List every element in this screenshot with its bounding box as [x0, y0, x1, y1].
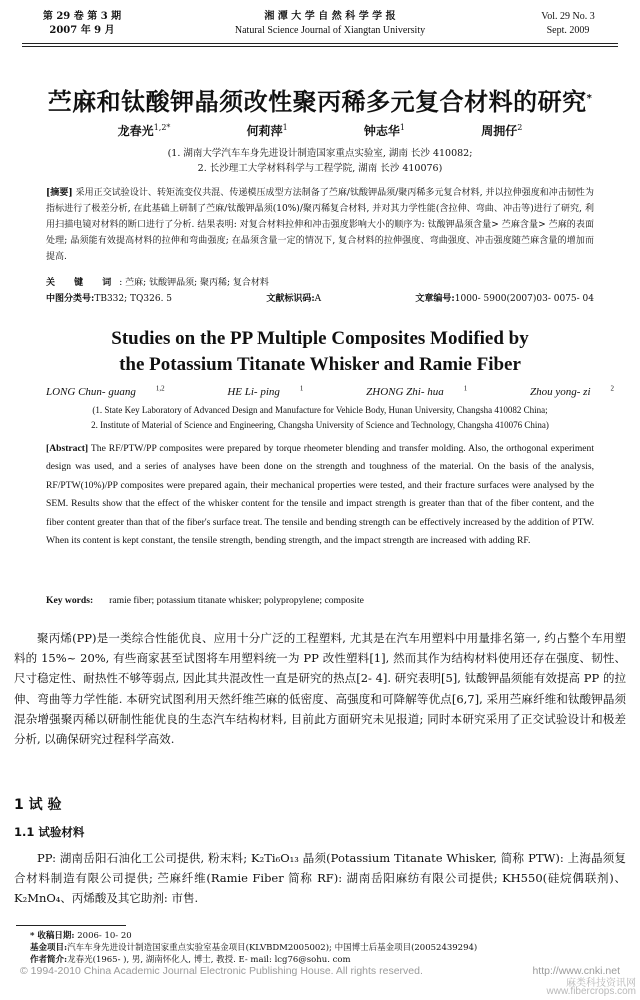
- zh-author: 钟志华$^1$: [363, 123, 406, 138]
- en-affiliation-2: 2. Institute of Material of Science and Engineering, Changsha University of Science and Technology, Changsha 410076 China): [91, 420, 549, 430]
- classification-row: [46, 292, 594, 306]
- header-journal-zh: 湘 潭 大 学 自 然 科 学 学 报: [264, 11, 396, 22]
- article-number: 文章编号:1000- 5900(2007)03- 0075- 04: [415, 294, 594, 304]
- header-volume: 第 29 卷 第 3 期: [42, 11, 122, 22]
- journal-header: [22, 10, 618, 44]
- header-journal-en: Natural Science Journal of Xiangtan University: [234, 25, 426, 36]
- header-rule: [22, 46, 618, 47]
- header-date: 2007 年 9 月: [49, 25, 115, 36]
- en-authors: [0, 384, 640, 398]
- subsection-heading: 1.1 试验材料: [14, 825, 85, 839]
- section-heading: 1 试 验: [14, 797, 62, 813]
- zh-affiliation-2: 2. 长沙理工大学材料科学与工程学院, 湖南 长沙 410076): [197, 163, 443, 174]
- copyright-bar: [20, 965, 620, 977]
- footnote-rule: [16, 925, 126, 926]
- zh-affiliation-1: (1. 湖南大学汽车车身先进设计制造国家重点实验室, 湖南 长沙 410082;: [167, 148, 473, 159]
- en-affiliation-1: (1. State Key Laboratory of Advanced Design and Manufacture for Vehicle Body, Hunan University, Changsha 410082 China;: [92, 405, 548, 415]
- en-abstract-label: [Abstract]: [46, 443, 89, 454]
- en-title-line-2: the Potassium Titanate Whisker and Ramie Fiber: [119, 354, 521, 375]
- footnote-received: * 收稿日期: 2006- 10- 20: [30, 931, 132, 941]
- zh-abstract-text: 采用正交试验设计、转矩流变仪共混、传递模压成型方法制备了苎麻/钛酸钾晶须/聚丙稀多元复合材料, 并以拉伸强度和冲击韧性为指标进行了极差分析, 在此基础上研制了苎麻/钛酸钾晶须(10%)/聚丙稀复合材料, 并对其力学性能(含拉伸、弯曲、冲击等)进行了研究, 利用扫描电镜对材料的断口进行了分析. 结果表明: 对复合材料拉伸和冲击强度影响大小的顺序为: 钛酸钾晶须含量> 苎麻含量> 苎麻的表面处理; 晶须能有效提高材料的拉伸和弯曲强度; 在晶须含量一定的情况下, 复合材料的拉伸强度、弯曲强度、冲击强度随苎麻含量的增加而提高.: [46, 188, 594, 262]
- header-issue: [22, 10, 142, 38]
- zh-author: 何莉萍$^1$: [246, 123, 288, 138]
- intro-paragraph: 聚丙烯(PP)是一类综合性能优良、应用十分广泛的工程塑料, 尤其是在汽车用塑料中用量排名第一, 约占整个车用塑料的 15%~ 20%, 有些商家甚至试图将车用塑料统一为 PP 改性塑料[1], 然而其作为结构材料使用还存在强度、韧性、尺寸稳定性、耐热性不够等弱点, 因此其共混改性一直是研究的热点[2- 4]. 研究表明[5], 钛酸钾晶须能有效提高 PP 的拉伸、弯曲等力学性能. 本研究试图利用天然纤维苎麻的低密度、高强度和可降解等优点[6,7], 采用苎麻纤维和钛酸钾晶须混杂增强聚丙稀以研制性能优良的生态汽车结构材料, 目前此方面研究未见报道; 同时本研究采用了正交试验设计和极差分析, 以确保研究过程科学高效.: [14, 631, 626, 747]
- header-journal: [142, 10, 518, 38]
- en-keywords-label: Key words:: [46, 595, 94, 606]
- en-keywords: [46, 594, 594, 608]
- copyright-text: © 1994-2010 China Academic Journal Electronic Publishing House. All rights reserved.: [20, 965, 423, 977]
- doc-code: 文献标识码:A: [266, 294, 322, 304]
- zh-authors: [0, 122, 640, 139]
- footnote-author-bio: 作者简介:龙春光(1965- ), 男, 湖南怀化人, 博士, 教授. E- mail: lcg76@sohu. com: [30, 955, 351, 965]
- en-keywords-text: ramie fiber; potassium titanate whisker; polypropylene; composite: [109, 595, 364, 606]
- en-author: ZHONG Zhi- hua $^1$: [366, 384, 468, 398]
- zh-author: 周拥仔$^2$: [481, 123, 523, 138]
- zh-abstract-label: [摘要]: [46, 188, 73, 198]
- zh-title: [0, 82, 640, 117]
- header-volume-en: Vol. 29 No. 3: [541, 11, 595, 22]
- en-author: HE Li- ping $^1$: [227, 384, 304, 398]
- en-title-line-1: Studies on the PP Multiple Composites Modified by: [111, 328, 529, 349]
- copyright-url: http://www.cnki.net: [532, 965, 620, 977]
- en-abstract: [46, 440, 594, 550]
- footnote-funding: 基金项目:汽车车身先进设计制造国家重点实验室基金项目(KLVBDM2005002); 中国博士后基金项目(20052439294): [30, 943, 478, 953]
- header-issue-en: [518, 10, 618, 38]
- en-author: Zhou yong- zi $^2$: [530, 384, 615, 398]
- en-abstract-text: The RF/PTW/PP composites were prepared by torque rheometer blending and transfer molding. Also, the orthogonal experiment design was used, and a series of analyses have been done on the strength and toughness of the material. On the basis of the analysis, RF/PTW(10%)/PP composites were prepared again, their mechanical properties were tested, and their fracture surfaces were analysed by the SEM. Results show that the effect of the whisker content for the tensile and impact strength is greater than that of the fiber content, and the fiber content greater than that of the fiber's surface treat. The tensile and bending strength can be effectively increased by the addition of PTW. When its content is kept constant, the tensile strength, bending strength, and the impact strength are increased with adding RF.: [46, 443, 594, 547]
- zh-author: 龙春光$^{1,2*}$: [117, 123, 171, 138]
- zh-keywords-label: 关 键 词: [46, 278, 120, 288]
- zh-abstract: [46, 185, 594, 265]
- watermark-site-url: www.fibercrops.com: [546, 986, 636, 997]
- clc-number: 中图分类号:TB332; TQ326. 5: [46, 294, 173, 304]
- zh-keywords-text: : 苎麻; 钛酸钾晶须; 聚丙稀; 复合材料: [119, 278, 269, 288]
- header-date-en: Sept. 2009: [546, 25, 590, 36]
- materials-paragraph: PP: 湖南岳阳石油化工公司提供, 粉末料; K₂Ti₆O₁₃ 晶须(Potassium Titanate Whisker, 简称 PTW): 上海晶须复合材料制造有限公司提供; 苎麻纤维(Ramie Fiber 简称 RF): 湖南岳阳麻纺有限公司提供; KH550(硅烷偶联剂)、K₂MnO₄、丙烯酸及其它助剂: 市售.: [14, 851, 626, 906]
- watermark-site-name: 麻类科技资讯网: [566, 978, 636, 989]
- en-author: LONG Chun- guang $^{1,2}$: [45, 384, 165, 398]
- zh-title-text: 苎麻和钛酸钾晶须改性聚丙稀多元复合材料的研究: [47, 88, 587, 116]
- zh-keywords: [46, 276, 594, 290]
- zh-title-mark: *: [586, 93, 593, 104]
